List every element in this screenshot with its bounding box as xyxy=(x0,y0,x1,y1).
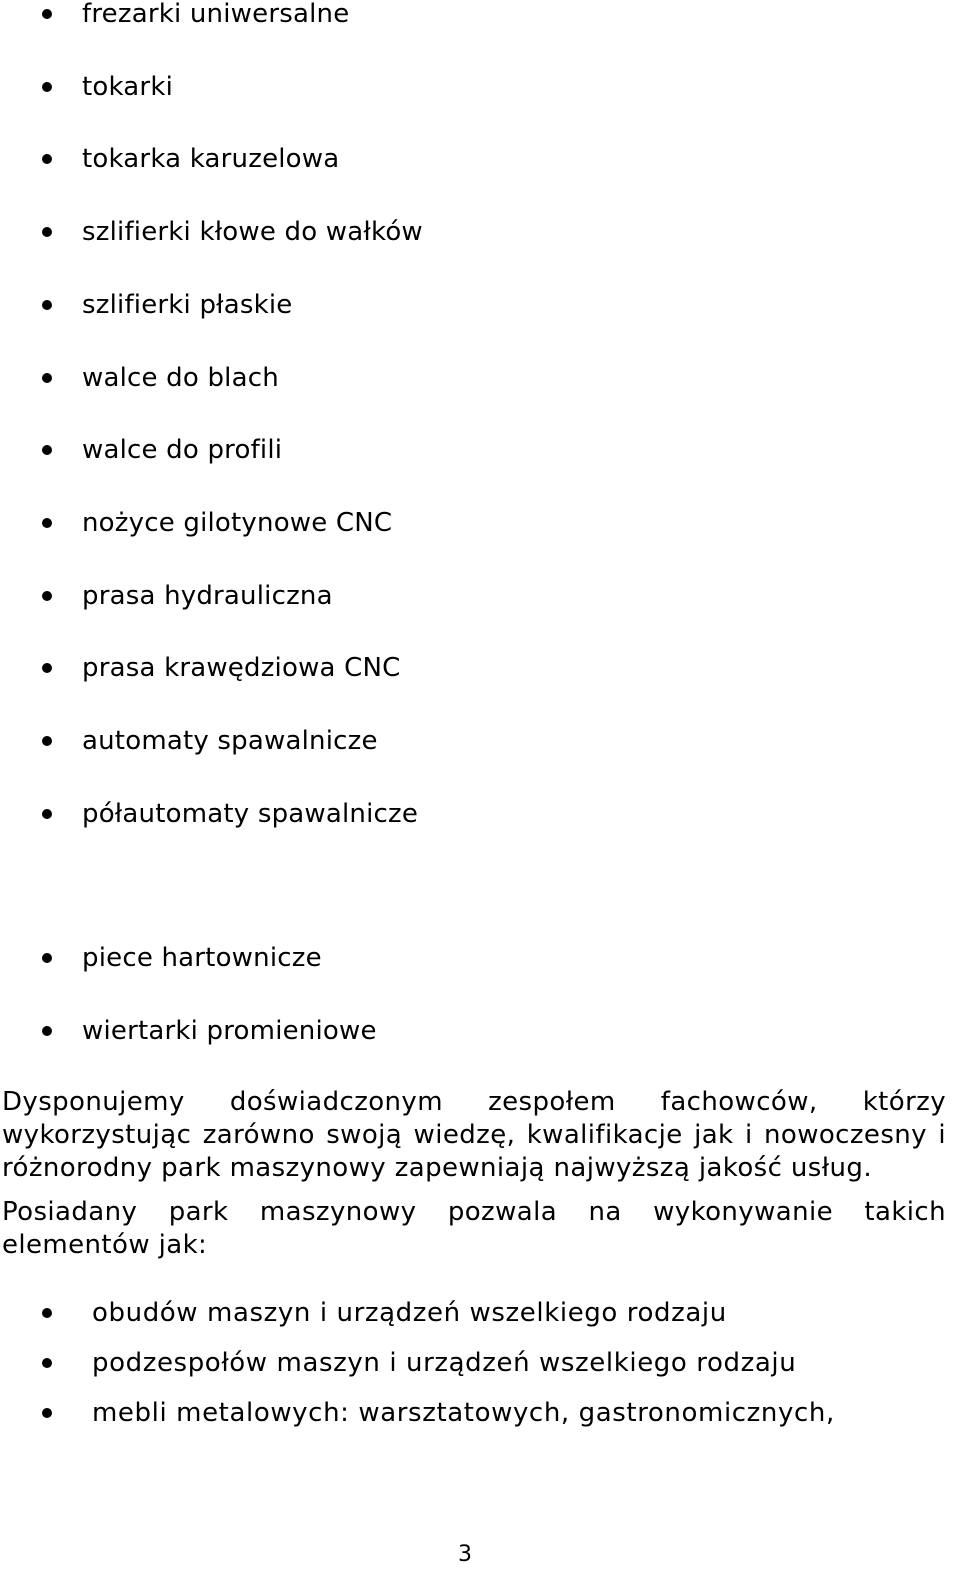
list-item: mebli metalowych: warsztatowych, gastronomicznych, xyxy=(0,1393,940,1433)
paragraph-machine-park: Posiadany park maszynowy pozwala na wykonywanie takich elementów jak: xyxy=(2,1197,946,1260)
list-item: tokarka karuzelowa xyxy=(0,139,900,179)
bullet-icon xyxy=(42,953,52,963)
list-item: frezarki uniwersalne xyxy=(0,0,900,34)
list-item: obudów maszyn i urządzeń wszelkiego rodzaju xyxy=(0,1293,940,1333)
bullet-icon xyxy=(42,373,52,383)
bullet-icon xyxy=(42,809,52,819)
bullet-icon xyxy=(42,445,52,455)
bullet-icon xyxy=(42,1408,52,1418)
list-item: walce do profili xyxy=(0,430,900,470)
list-item: półautomaty spawalnicze xyxy=(0,794,900,834)
paragraph-team: Dysponujemy doświadczonym zespołem fachowców, którzy wykorzystując zarówno swoją wiedzę, kwalifikacje jak i nowoczesny i różnorodny park maszynowy zapewniają najwyższą jakość usług. xyxy=(2,1087,946,1183)
list-item: wiertarki promieniowe xyxy=(0,1011,900,1051)
bullet-icon xyxy=(42,1308,52,1318)
list-item: prasa krawędziowa CNC xyxy=(0,648,900,688)
bullet-icon xyxy=(42,300,52,310)
list-item: szlifierki płaskie xyxy=(0,285,900,325)
list-item: piece hartownicze xyxy=(0,938,900,978)
list-item: szlifierki kłowe do wałków xyxy=(0,212,900,252)
bullet-icon xyxy=(42,1026,52,1036)
list-item: prasa hydrauliczna xyxy=(0,576,900,616)
bullet-icon xyxy=(42,1358,52,1368)
page-number: 3 xyxy=(458,1542,472,1567)
bullet-icon xyxy=(42,736,52,746)
bullet-icon xyxy=(42,518,52,528)
bullet-icon xyxy=(42,82,52,92)
list-item: walce do blach xyxy=(0,358,900,398)
list-item: nożyce gilotynowe CNC xyxy=(0,503,900,543)
bullet-icon xyxy=(42,227,52,237)
bullet-icon xyxy=(42,591,52,601)
bullet-icon xyxy=(42,154,52,164)
list-item: tokarki xyxy=(0,67,900,107)
bullet-icon xyxy=(42,663,52,673)
list-item: automaty spawalnicze xyxy=(0,721,900,761)
list-item: podzespołów maszyn i urządzeń wszelkiego rodzaju xyxy=(0,1343,940,1383)
bullet-icon xyxy=(42,9,52,19)
